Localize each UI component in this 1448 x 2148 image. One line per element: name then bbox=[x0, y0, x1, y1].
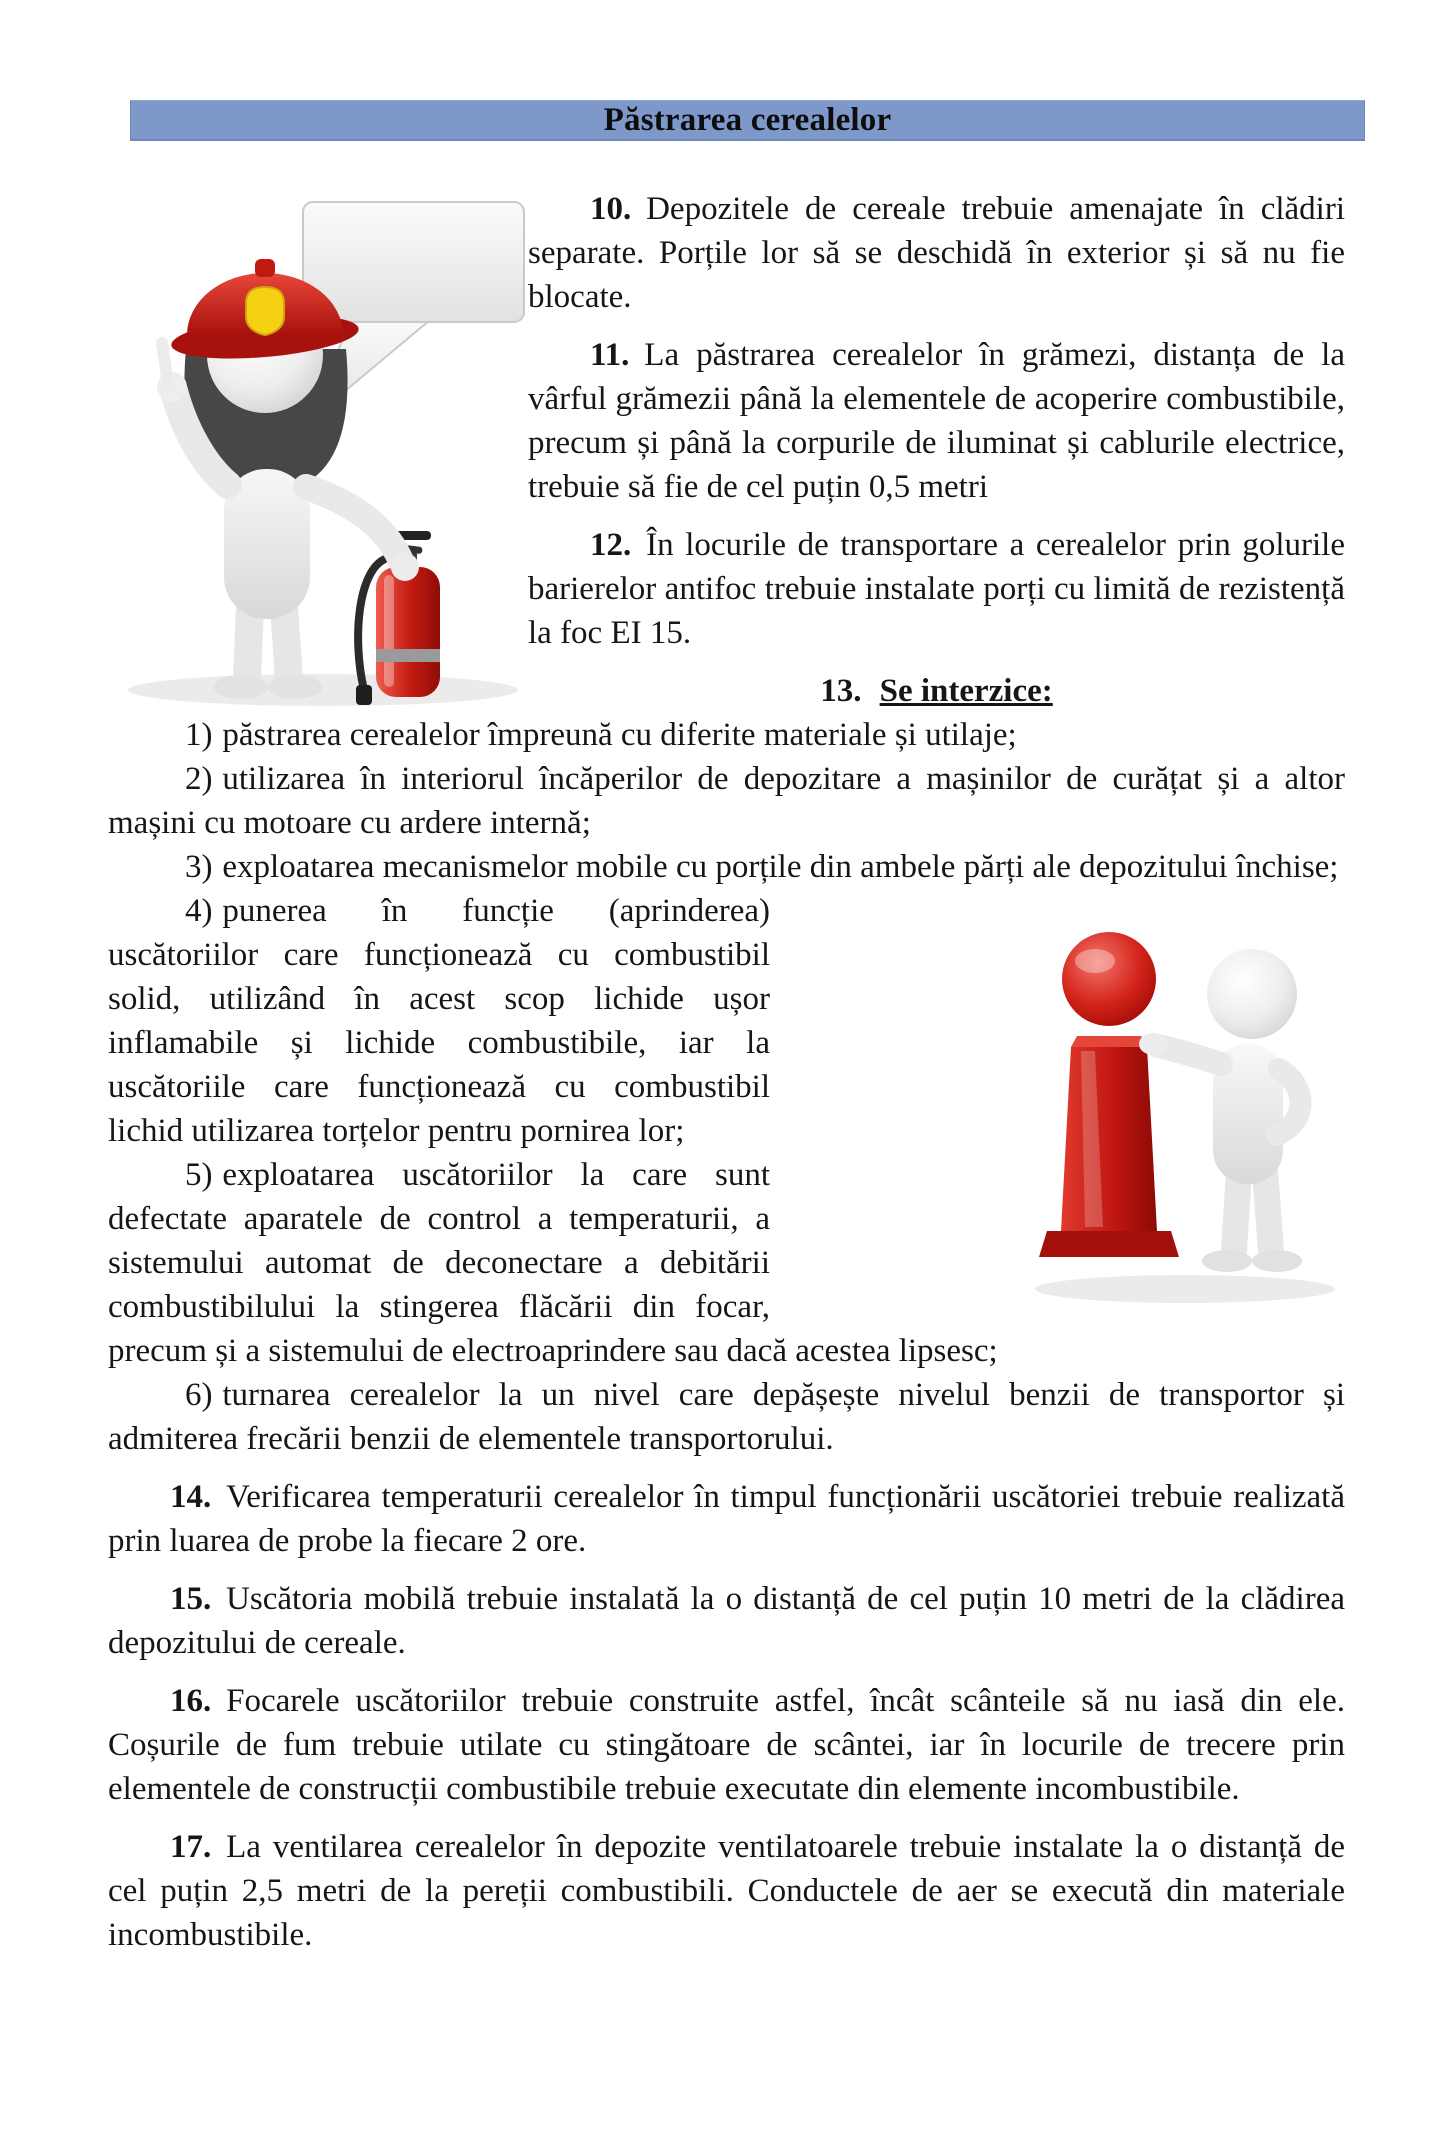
document-page bbox=[0, 100, 1448, 2148]
info-symbol-icon bbox=[1039, 932, 1179, 1257]
fireman-clipart-image bbox=[108, 187, 528, 707]
item-marker: 4) bbox=[185, 893, 213, 929]
item-marker: 1) bbox=[185, 717, 213, 753]
paragraph-15 bbox=[108, 1577, 1345, 1665]
list-item-3 bbox=[108, 845, 1345, 889]
paragraph-text: Uscătoria mobilă trebuie instalată la o distanță de cel puțin 10 metri de la clădirea depozitului de cereale. bbox=[108, 1581, 1345, 1661]
paragraph-text: La păstrarea cerealelor în grămezi, distanța de la vârful grămezii până la elementele de acoperire combustibile, precum și până la corpurile de iluminat și cablurile electrice, trebuie să fie de cel puțin 0,5 metri bbox=[528, 337, 1345, 505]
fireman-illustration bbox=[108, 187, 528, 707]
page-title: Păstrarea cerealelor bbox=[603, 101, 892, 138]
list-item-2 bbox=[108, 757, 1345, 845]
paragraph-number: 15. bbox=[170, 1581, 212, 1617]
paragraph-number: 16. bbox=[170, 1683, 212, 1719]
figure-shadow bbox=[128, 674, 518, 706]
item-text: exploatarea uscătoriilor la care sunt defectate aparatele de control a temperaturii, a sistemului automat de deconectare a debitării combustibilului la stingerea flăcării din focar, precum și a sistemului de electroaprindere sau dacă acestea lipsesc; bbox=[108, 1157, 998, 1369]
paragraph-14 bbox=[108, 1475, 1345, 1563]
item-text: punerea în funcție (aprinderea) uscătoriilor care funcționează cu combustibil solid, utilizând în acest scop lichide ușor inflamabile și lichide combustibile, iar la uscătoriile care funcționează cu combustibil lichid utilizarea torțelor pentru pornirea lor; bbox=[108, 893, 770, 1149]
heading-label: Se interzice: bbox=[879, 673, 1053, 709]
item-marker: 5) bbox=[185, 1157, 213, 1193]
figure-body bbox=[1139, 949, 1302, 1272]
paragraph-text: Focarele uscătoriilor trebuie construite astfel, încât scânteile să nu iasă din ele. Coșurile de fum trebuie utilate cu stingătoare de scântei, iar în locurile de trecere prin elementele de construcții combustibile trebuie executate din elemente incombustibile. bbox=[108, 1683, 1345, 1807]
paragraph-text: Verificarea temperaturii cerealelor în timpul funcționării uscătoriei trebuie realizată prin luarea de probe la fiecare 2 ore. bbox=[108, 1479, 1345, 1559]
paragraph-number: 10. bbox=[590, 191, 632, 227]
info-illustration bbox=[1015, 889, 1345, 1309]
list-item-1 bbox=[108, 713, 1345, 757]
item-marker: 6) bbox=[185, 1377, 213, 1413]
heading-number: 13. bbox=[820, 673, 862, 709]
paragraph-17 bbox=[108, 1825, 1345, 1957]
document-body bbox=[108, 141, 1345, 1957]
item-text: utilizarea în interiorul încăperilor de depozitare a mașinilor de curățat și a altor mașini cu motoare cu ardere internă; bbox=[108, 761, 1345, 841]
paragraph-number: 12. bbox=[590, 527, 632, 563]
item-text: păstrarea cerealelor împreună cu diferite materiale și utilaje; bbox=[222, 717, 1017, 753]
paragraph-text: La ventilarea cerealelor în depozite ventilatoarele trebuie instalate la o distanță de cel puțin 2,5 metri de la pereții combustibili. Conductele de aer se execută din materiale incombustibile. bbox=[108, 1829, 1345, 1953]
paragraph-16 bbox=[108, 1679, 1345, 1811]
paragraph-text: În locurile de transportare a cerealelor prin golurile barierelor antifoc trebuie instalate porți cu limită de rezistență la foc EI 15. bbox=[528, 527, 1345, 651]
paragraph-number: 11. bbox=[590, 337, 630, 373]
paragraph-text: Depozitele de cereale trebuie amenajate în clădiri separate. Porțile lor să se deschidă în exterior și să nu fie blocate. bbox=[528, 191, 1345, 315]
item-text: exploatarea mecanismelor mobile cu porțile din ambele părți ale depozitului închise; bbox=[222, 849, 1339, 885]
info-clipart-image bbox=[770, 889, 1345, 1329]
list-item-6 bbox=[108, 1373, 1345, 1461]
paragraph-number: 17. bbox=[170, 1829, 212, 1865]
figure-shadow bbox=[1035, 1275, 1335, 1303]
item-marker: 3) bbox=[185, 849, 213, 885]
paragraph-number: 14. bbox=[170, 1479, 212, 1515]
section-title-bar bbox=[130, 100, 1365, 141]
item-marker: 2) bbox=[185, 761, 213, 797]
item-text: turnarea cerealelor la un nivel care depășește nivelul benzii de transportor și admiterea frecării benzii de elementele transportorului. bbox=[108, 1377, 1345, 1457]
